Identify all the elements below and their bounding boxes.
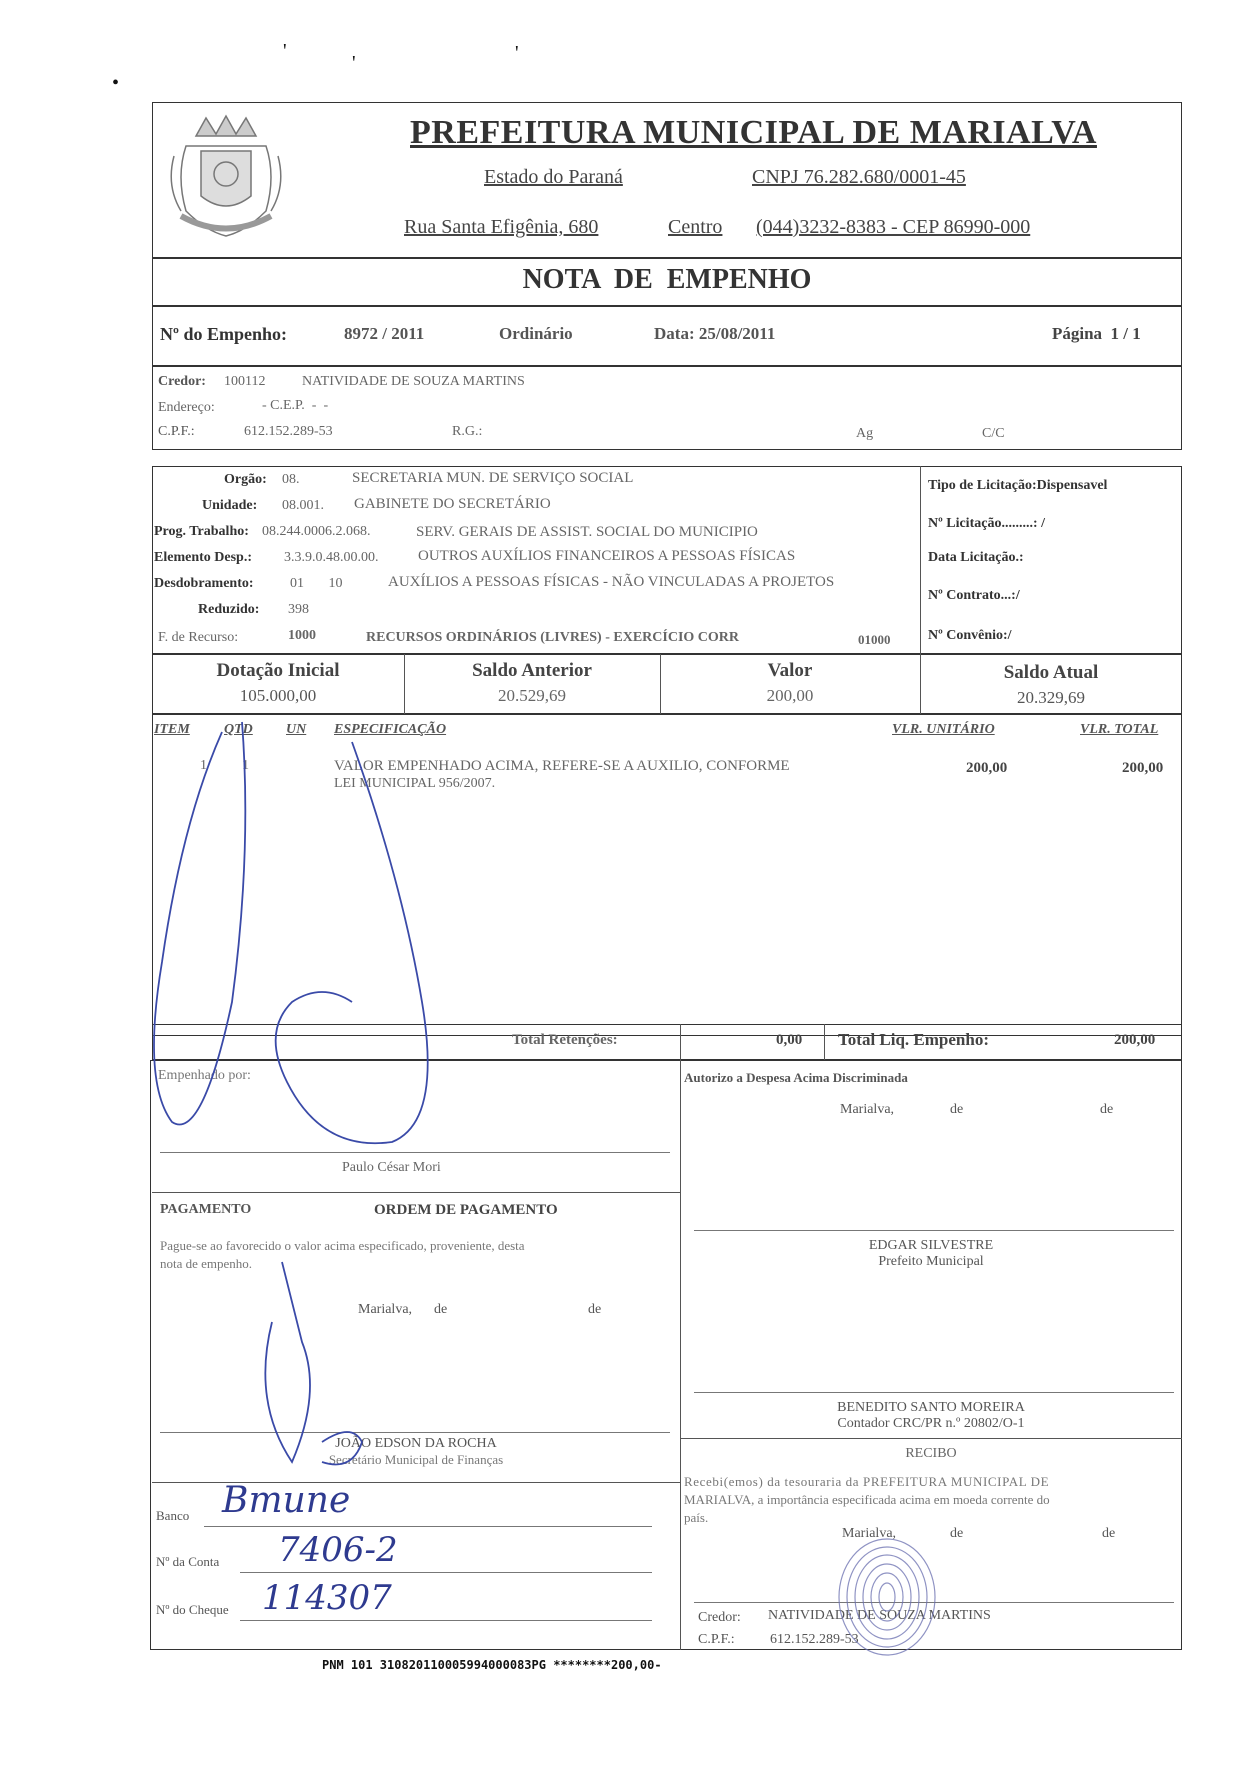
col-total-header: VLR. TOTAL — [1080, 722, 1159, 737]
reduzido-label: Reduzido: — [198, 602, 260, 617]
numero-contrato: Nº Contrato...:/ — [928, 588, 1020, 603]
coat-of-arms-logo — [156, 106, 296, 246]
prog-desc: SERV. GERAIS DE ASSIST. SOCIAL DO MUNICIPIO — [416, 524, 758, 540]
totals-divider — [680, 1024, 681, 1060]
prefeito-signature-line — [694, 1230, 1174, 1231]
fonte-recurso-label: F. de Recurso: — [158, 630, 239, 645]
totals-divider — [824, 1024, 825, 1060]
retencoes-label: Total Retenções: — [512, 1032, 618, 1048]
credor-code: 100112 — [224, 374, 266, 389]
autorizo-text: Autorizo a Despesa Acima Discriminada — [684, 1070, 908, 1085]
cpf-label: C.P.F.: — [158, 424, 195, 439]
recibo-text-line1: Recebi(emos) da tesouraria da PREFEITURA MUNICIPAL DE — [684, 1474, 1050, 1489]
pagamento-de1: de — [434, 1302, 448, 1317]
credor-label: Credor: — [158, 374, 206, 389]
row-unit-value: 200,00 — [966, 760, 1008, 776]
autorizo-de2: de — [1100, 1102, 1114, 1117]
empenhado-name: Paulo César Mori — [342, 1160, 441, 1175]
elemento-value: 3.3.9.0.48.00.00. — [284, 550, 379, 565]
col-unit-header: VLR. UNITÁRIO — [892, 722, 995, 737]
credor-name: NATIVIDADE DE SOUZA MARTINS — [302, 374, 525, 389]
contador-name: BENEDITO SANTO MOREIRA — [837, 1400, 1025, 1415]
header-district: Centro — [668, 216, 723, 238]
pagamento-text-line2: nota de empenho. — [160, 1256, 253, 1271]
retencoes-value: 0,00 — [776, 1032, 803, 1048]
banco-label: Banco — [156, 1508, 190, 1523]
recibo-title: RECIBO — [905, 1446, 957, 1461]
nota-de-empenho-document — [152, 102, 1182, 1672]
empenho-date: Data: 25/08/2011 — [654, 324, 776, 343]
contador-signature-line — [694, 1392, 1174, 1393]
footer-code: PNM 101 310820110005994000083PG ********200,00- — [322, 1658, 662, 1672]
secretario-title: Secretário Municipal de Finanças — [328, 1452, 504, 1467]
reduzido-value: 398 — [288, 602, 309, 617]
saldo-atual-value: 20.329,69 — [1017, 688, 1085, 707]
dotacao-label: Dotação Inicial — [216, 660, 340, 681]
scan-mark: ' — [283, 40, 287, 62]
endereco-value: - C.E.P. - - — [262, 398, 329, 413]
numero-licitacao: Nº Licitação.........: / — [928, 516, 1045, 531]
data-licitacao: Data Licitação.: — [928, 550, 1024, 565]
row-total-value: 200,00 — [1122, 760, 1164, 776]
unidade-label: Unidade: — [202, 498, 258, 513]
recibo-de1: de — [950, 1526, 964, 1541]
budget-divider — [920, 466, 921, 654]
recibo-credor-value: NATIVIDADE DE SOUZA MARTINS — [768, 1608, 991, 1623]
empenhado-label: Empenhado por: — [158, 1068, 251, 1083]
prog-value: 08.244.0006.2.068. — [262, 524, 371, 539]
banco-value: Bmune — [222, 1480, 351, 1521]
recibo-cpf-value: 612.152.289-53 — [770, 1632, 859, 1647]
unidade-value: 08.001. — [282, 498, 324, 513]
saldo-anterior-value: 20.529,69 — [498, 686, 566, 705]
recibo-place: Marialva, — [842, 1526, 897, 1541]
page-number: Página 1 / 1 — [1052, 324, 1141, 343]
header-phone-cep: (044)3232-8383 - CEP 86990-000 — [756, 216, 1031, 238]
desdobramento-value: 01 10 — [290, 576, 343, 591]
recibo-credor-label: Credor: — [698, 1610, 741, 1625]
scan-mark: • — [112, 72, 120, 94]
orgao-label: Orgão: — [224, 472, 267, 487]
header-title: PREFEITURA MUNICIPAL DE MARIALVA — [410, 114, 1097, 151]
saldo-atual-label: Saldo Atual — [1003, 662, 1099, 683]
pagamento-label: PAGAMENTO — [160, 1202, 252, 1217]
desdobramento-label: Desdobramento: — [154, 576, 254, 591]
rg-label: R.G.: — [452, 424, 483, 439]
secretario-name: JOÃO EDSON DA ROCHA — [335, 1436, 497, 1451]
fonte-recurso-value: 1000 — [288, 628, 316, 643]
col-qtd-header: QTD — [224, 722, 253, 737]
endereco-label: Endereço: — [158, 400, 215, 415]
cc-label: C/C — [982, 426, 1005, 441]
autorizo-de1: de — [950, 1102, 964, 1117]
col-especificacao-header: ESPECIFICAÇÃO — [334, 722, 447, 737]
col-item-header: ITEM — [154, 722, 190, 737]
conta-value: 7406-2 — [278, 1530, 398, 1570]
lower-divider — [680, 1060, 681, 1650]
recibo-top-line — [680, 1438, 1182, 1439]
fonte-recurso-desc: RECURSOS ORDINÁRIOS (LIVRES) - EXERCÍCIO CORR — [366, 630, 739, 645]
recibo-text-line3: país. — [684, 1510, 709, 1525]
prefeito-title: Prefeito Municipal — [878, 1254, 984, 1269]
unidade-desc: GABINETE DO SECRETÁRIO — [354, 496, 551, 512]
recibo-cpf-label: C.P.F.: — [698, 1632, 735, 1647]
cheque-label: Nº do Cheque — [156, 1602, 229, 1617]
handwritten-signature-marks — [122, 702, 602, 1522]
numero-convenio: Nº Convênio:/ — [928, 628, 1012, 643]
cpf-value: 612.152.289-53 — [244, 424, 333, 439]
liq-empenho-value: 200,00 — [1114, 1032, 1156, 1048]
conta-line — [240, 1572, 652, 1573]
empenho-number: 8972 / 2011 — [344, 324, 425, 343]
col-un-header: UN — [286, 722, 307, 737]
pagamento-text-line1: Pague-se ao favorecido o valor acima especificado, proveniente, desta — [160, 1238, 525, 1253]
orgao-desc: SECRETARIA MUN. DE SERVIÇO SOCIAL — [352, 470, 634, 486]
document-title: NOTA DE EMPENHO — [522, 264, 812, 295]
banco-line — [204, 1526, 652, 1527]
elemento-desc: OUTROS AUXÍLIOS FINANCEIROS A PESSOAS FÍSICAS — [418, 548, 796, 564]
row-qtd: 1 — [242, 758, 249, 773]
prefeito-name: EDGAR SILVESTRE — [868, 1238, 994, 1253]
prog-label: Prog. Trabalho: — [154, 524, 249, 539]
header-state: Estado do Paraná — [484, 166, 623, 188]
valor-label: Valor — [767, 660, 813, 681]
elemento-label: Elemento Desp.: — [154, 550, 252, 565]
row-espec-line1: VALOR EMPENHADO ACIMA, REFERE-SE A AUXILIO, CONFORME — [334, 758, 790, 774]
autorizo-place: Marialva, — [840, 1102, 895, 1117]
thumbprint-stamp — [832, 1532, 942, 1662]
liq-empenho-label: Total Liq. Empenho: — [838, 1030, 989, 1049]
row-espec-line2: LEI MUNICIPAL 956/2007. — [334, 776, 496, 791]
valor-value: 200,00 — [766, 686, 814, 705]
scan-mark: ' — [352, 52, 356, 74]
dotacao-value: 105.000,00 — [239, 686, 317, 705]
cheque-line — [240, 1620, 652, 1621]
ag-label: Ag — [856, 426, 874, 441]
desdobramento-desc: AUXÍLIOS A PESSOAS FÍSICAS - NÃO VINCULADAS A PROJETOS — [388, 574, 835, 590]
pagamento-de2: de — [588, 1302, 602, 1317]
recibo-text-line2: MARIALVA, a importância especificada acima em moeda corrente do — [684, 1492, 1050, 1507]
header-cnpj: CNPJ 76.282.680/0001-45 — [752, 166, 966, 188]
pagamento-place: Marialva, — [358, 1302, 413, 1317]
empenho-label: Nº do Empenho: — [160, 324, 287, 344]
recibo-de2: de — [1102, 1526, 1116, 1541]
empenho-type: Ordinário — [499, 324, 573, 343]
saldo-anterior-label: Saldo Anterior — [472, 660, 592, 681]
header-address: Rua Santa Efigênia, 680 — [404, 216, 599, 238]
contador-title: Contador CRC/PR n.º 20802/O-1 — [837, 1416, 1025, 1431]
orgao-value: 08. — [282, 472, 300, 487]
scan-mark: ' — [515, 42, 519, 64]
tipo-licitacao: Tipo de Licitação:Dispensavel — [928, 478, 1108, 493]
row-item: 1 — [200, 758, 207, 773]
conta-label: Nº da Conta — [156, 1554, 220, 1569]
cheque-value: 114307 — [262, 1578, 392, 1618]
ordem-pagamento-label: ORDEM DE PAGAMENTO — [374, 1202, 558, 1218]
fonte-recurso-code: 01000 — [858, 632, 891, 647]
